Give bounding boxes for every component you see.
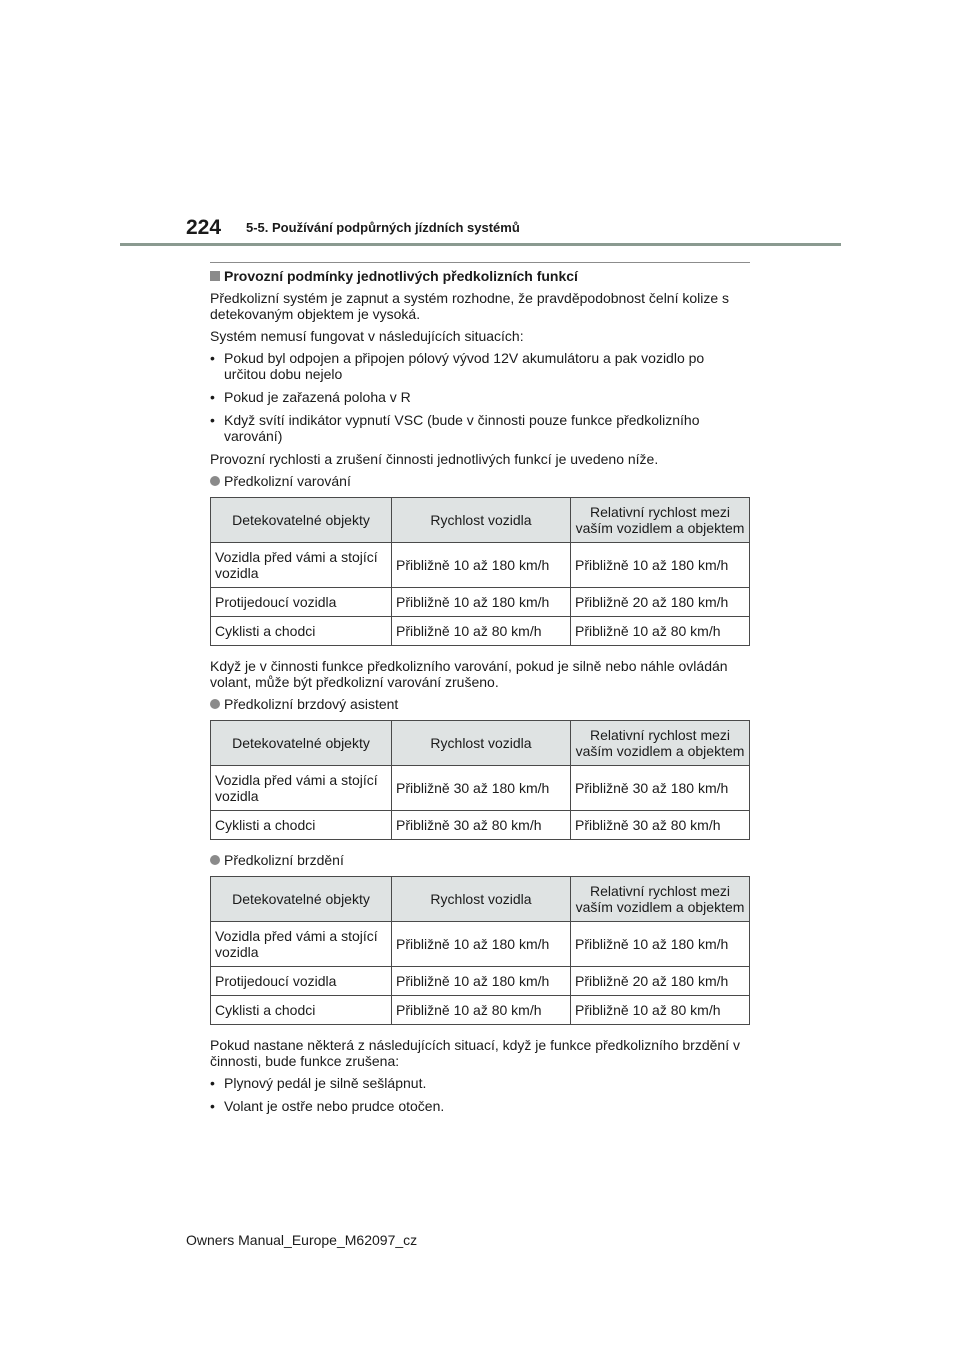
- bullet-dot-icon: •: [210, 1098, 215, 1114]
- page-content: [210, 262, 750, 1121]
- list-item: • Když svítí indikátor vypnutí VSC (bude v činnosti pouze funkce předkolizního varování): [210, 412, 700, 444]
- chapter-title: 5-5. Používání podpůrných jízdních systémů: [246, 220, 520, 235]
- table-row: Cyklisti a chodci Přibližně 10 až 80 km/h Přibližně 10 až 80 km/h: [211, 996, 750, 1025]
- situations-list: [210, 350, 750, 444]
- list-item: • Plynový pedál je silně sešlápnut.: [210, 1075, 427, 1091]
- table-row: Protijedoucí vozidla Přibližně 10 až 180 km/h Přibližně 20 až 180 km/h: [211, 967, 750, 996]
- warning-heading: Předkolizní varování: [210, 473, 750, 489]
- section-heading: [210, 268, 750, 284]
- header-divider: [120, 243, 841, 246]
- table-row: Vozidla před vámi a stojící vozidla Přibližně 30 až 180 km/h Přibližně 30 až 180 km/h: [211, 766, 750, 811]
- bullet-dot-icon: •: [210, 1075, 215, 1091]
- table-header-row: Detekovatelné objekty Rychlost vozidla Relativní rychlost mezi vaším vozidlem a objektem: [211, 721, 750, 766]
- list-item: • Pokud je zařazená poloha v R: [210, 389, 411, 405]
- brake-assist-table: [210, 720, 750, 840]
- circle-bullet-icon: [210, 476, 220, 486]
- warning-table: [210, 497, 750, 646]
- table-row: Vozidla před vámi a stojící vozidla Přibližně 10 až 180 km/h Přibližně 10 až 180 km/h: [211, 922, 750, 967]
- circle-bullet-icon: [210, 855, 220, 865]
- warning-note: Když je v činnosti funkce předkolizního varování, pokud je silně nebo náhle ovládán volant, může být předkolizní varování zrušeno.: [210, 658, 728, 690]
- circle-bullet-icon: [210, 699, 220, 709]
- section-divider: [210, 262, 750, 263]
- page-footer: Owners Manual_Europe_M62097_cz: [186, 1232, 418, 1248]
- speeds-intro: Provozní rychlosti a zrušení činnosti jednotlivých funkcí je uvedeno níže.: [210, 451, 659, 467]
- table-row: Cyklisti a chodci Přibližně 10 až 80 km/h Přibližně 10 až 80 km/h: [211, 617, 750, 646]
- table-row: Cyklisti a chodci Přibližně 30 až 80 km/h Přibližně 30 až 80 km/h: [211, 811, 750, 840]
- table-header-row: Detekovatelné objekty Rychlost vozidla Relativní rychlost mezi vaším vozidlem a objektem: [211, 877, 750, 922]
- bullet-dot-icon: •: [210, 412, 215, 428]
- page-header: [186, 213, 846, 243]
- bullet-dot-icon: •: [210, 389, 215, 405]
- cancel-intro: Pokud nastane některá z následujících situací, když je funkce předkolizního brzdění v činnosti, bude funkce zrušena:: [210, 1037, 740, 1069]
- braking-heading: Předkolizní brzdění: [210, 852, 750, 868]
- cancel-list: [210, 1075, 750, 1114]
- brake-assist-heading: Předkolizní brzdový asistent: [210, 696, 750, 712]
- intro-paragraph: Předkolizní systém je zapnut a systém rozhodne, že pravděpodobnost čelní kolize s detekovaným objektem je vysoká.: [210, 290, 730, 322]
- list-item: • Volant je ostře nebo prudce otočen.: [210, 1098, 445, 1114]
- section-heading-text: Provozní podmínky jednotlivých předkolizních funkcí: [224, 268, 578, 284]
- intro-paragraph-2: Systém nemusí fungovat v následujících situacích:: [210, 328, 524, 344]
- table-header-row: Detekovatelné objekty Rychlost vozidla Relativní rychlost mezi vaším vozidlem a objektem: [211, 498, 750, 543]
- table-row: Vozidla před vámi a stojící vozidla Přibližně 10 až 180 km/h Přibližně 10 až 180 km/h: [211, 543, 750, 588]
- braking-table: [210, 876, 750, 1025]
- table-row: Protijedoucí vozidla Přibližně 10 až 180 km/h Přibližně 20 až 180 km/h: [211, 588, 750, 617]
- square-bullet-icon: [210, 271, 220, 281]
- page-number: 224: [186, 216, 222, 239]
- bullet-dot-icon: •: [210, 350, 215, 366]
- list-item: • Pokud byl odpojen a připojen pólový vývod 12V akumulátoru a pak vozidlo po určitou dobu nejelo: [210, 350, 705, 382]
